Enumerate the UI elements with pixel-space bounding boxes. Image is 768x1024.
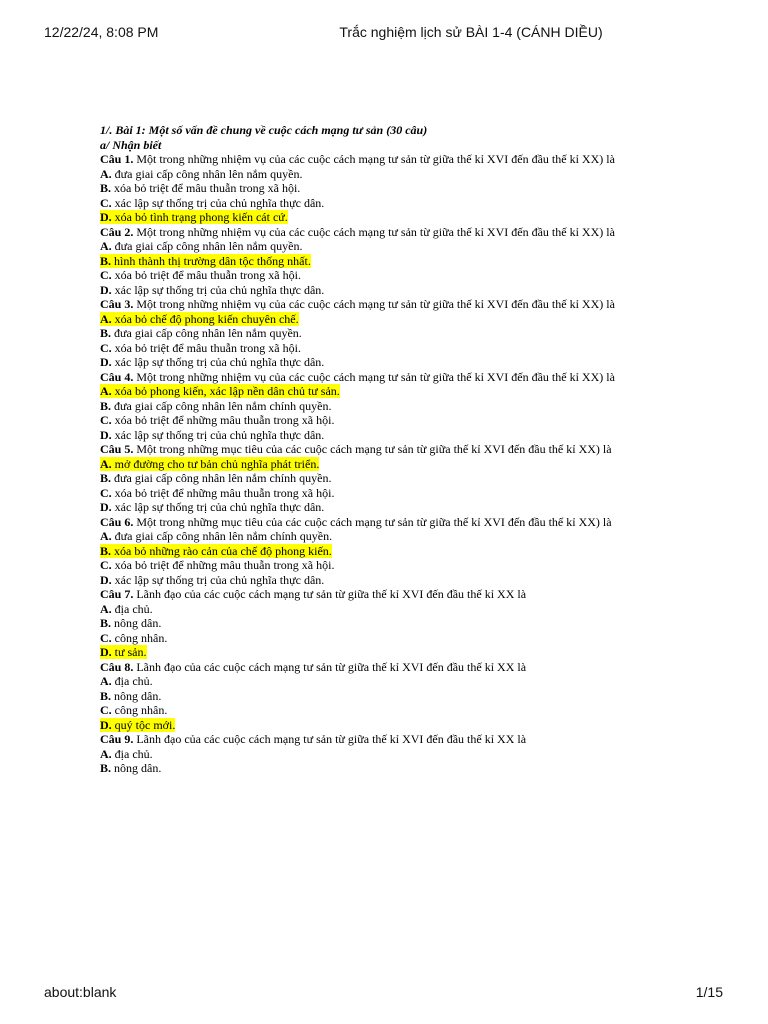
- option-key: D.: [100, 210, 112, 224]
- question-text: Một trong những mục tiêu của các cuộc cách mạng tư sản từ giữa thế kỉ XVI đến đầu thế kỉ XX) là: [133, 514, 612, 529]
- answer-option: [100, 486, 655, 501]
- question-stem: [100, 370, 655, 385]
- question-stem: [100, 152, 655, 167]
- option-text: xác lập sự thống trị của chủ nghĩa thực dân.: [111, 355, 325, 369]
- option-text: xóa bỏ triệt để những mâu thuẫn trong xã hội.: [111, 485, 335, 500]
- question-label: Câu 8.: [100, 659, 134, 674]
- question-item: [100, 225, 655, 298]
- option-text: xóa bỏ tình trạng phong kiến cát cứ.: [111, 210, 288, 224]
- print-header-title: [0, 24, 768, 40]
- option-key: C.: [100, 485, 112, 500]
- option-text: đưa giai cấp công nhân lên nắm quyền.: [111, 326, 302, 340]
- question-item: [100, 587, 655, 660]
- option-key: A.: [100, 384, 112, 398]
- option-key: A.: [100, 311, 112, 326]
- option-content: [100, 254, 311, 268]
- option-content: [100, 558, 334, 572]
- question-item: [100, 732, 655, 776]
- answer-option: [100, 268, 655, 283]
- option-text: xóa bỏ triệt để những mâu thuẫn trong xã hội.: [111, 558, 335, 572]
- option-key: C.: [100, 195, 112, 210]
- option-key: A.: [100, 166, 112, 181]
- question-list: [100, 152, 655, 776]
- option-key: D.: [100, 427, 112, 442]
- option-content: [100, 167, 302, 181]
- question-item: [100, 370, 655, 443]
- option-text: mở đường cho tư bản chủ nghĩa phát triển.: [111, 456, 320, 471]
- answer-option: [100, 413, 655, 428]
- print-datetime: 12/22/24, 8:08 PM: [44, 24, 159, 40]
- option-text: xóa bỏ triệt để mâu thuẫn trong xã hội.: [111, 268, 301, 282]
- option-key: D.: [100, 282, 112, 297]
- answer-option: [100, 689, 655, 704]
- option-text: xóa bỏ những rào cản của chế độ phong kiến.: [111, 543, 332, 558]
- option-content: [100, 341, 301, 355]
- question-label: Câu 4.: [100, 369, 134, 384]
- question-label: Câu 6.: [100, 514, 134, 529]
- option-key: B.: [100, 543, 112, 558]
- answer-option: [100, 428, 655, 443]
- option-content: [100, 428, 324, 442]
- option-key: B.: [100, 398, 112, 413]
- question-stem: [100, 660, 655, 675]
- option-content: [100, 703, 167, 717]
- answer-option: [100, 181, 655, 196]
- option-key: D.: [100, 645, 112, 659]
- option-text: địa chủ.: [111, 674, 153, 688]
- option-content: [100, 544, 332, 558]
- question-text: Một trong những mục tiêu của các cuộc cách mạng tư sản từ giữa thế kỉ XVI đến đầu thế kỉ XX) là: [133, 442, 612, 456]
- option-key: B.: [100, 616, 112, 630]
- question-stem: [100, 515, 655, 530]
- answer-option: [100, 500, 655, 515]
- question-item: [100, 152, 655, 225]
- option-text: đưa giai cấp công nhân lên nắm chính quyền.: [111, 471, 332, 485]
- option-key: C.: [100, 268, 112, 282]
- answer-option-correct: [100, 457, 655, 472]
- answer-option: [100, 283, 655, 298]
- option-text: xác lập sự thống trị của chủ nghĩa thực dân.: [111, 572, 325, 587]
- option-key: B.: [100, 181, 112, 195]
- option-text: xác lập sự thống trị của chủ nghĩa thực dân.: [111, 500, 325, 514]
- question-item: [100, 515, 655, 588]
- question-item: [100, 660, 655, 733]
- answer-option: [100, 471, 655, 486]
- subsection-title: a/ Nhận biết: [100, 137, 162, 152]
- answer-option: [100, 239, 655, 254]
- option-key: A.: [100, 239, 112, 253]
- answer-option-correct: [100, 645, 655, 660]
- question-item: [100, 297, 655, 370]
- answer-option-correct: [100, 210, 655, 225]
- answer-option: [100, 529, 655, 544]
- option-content: [100, 268, 301, 282]
- answer-option: [100, 355, 655, 370]
- answer-option: [100, 326, 655, 341]
- option-content: [100, 326, 302, 340]
- question-label: Câu 9.: [100, 732, 134, 746]
- option-content: [100, 616, 161, 630]
- option-content: [100, 500, 324, 514]
- option-text: đưa giai cấp công nhân lên nắm chính quyền.: [111, 529, 333, 543]
- question-label: Câu 7.: [100, 587, 134, 601]
- option-text: xóa bỏ triệt để những mâu thuẫn trong xã hội.: [111, 413, 335, 427]
- print-url: about:blank: [44, 984, 117, 1000]
- option-content: [100, 645, 147, 659]
- option-content: [100, 602, 153, 616]
- option-key: C.: [100, 340, 112, 355]
- option-key: D.: [100, 355, 112, 369]
- question-label: Câu 5.: [100, 442, 134, 456]
- question-stem: [100, 732, 655, 747]
- answer-option-correct: [100, 718, 655, 733]
- option-content: [100, 457, 319, 471]
- option-text: địa chủ.: [111, 601, 153, 616]
- question-label: Câu 3.: [100, 297, 134, 311]
- option-key: A.: [100, 674, 112, 688]
- option-key: A.: [100, 601, 112, 616]
- answer-option-correct: [100, 544, 655, 559]
- option-key: B.: [100, 471, 112, 485]
- answer-option: [100, 341, 655, 356]
- answer-option: [100, 602, 655, 617]
- answer-option: [100, 761, 655, 776]
- document-body: [100, 123, 655, 776]
- answer-option: [100, 747, 655, 762]
- question-label: Câu 1.: [100, 152, 134, 166]
- option-key: B.: [100, 761, 112, 775]
- option-content: [100, 486, 334, 500]
- option-content: [100, 529, 332, 543]
- option-content: [100, 196, 324, 210]
- option-text: xác lập sự thống trị của chủ nghĩa thực dân.: [111, 195, 325, 210]
- option-text: xóa bỏ triệt để mâu thuẫn trong xã hội.: [111, 340, 301, 355]
- answer-option: [100, 616, 655, 631]
- answer-option: [100, 703, 655, 718]
- option-content: [100, 210, 288, 224]
- option-key: D.: [100, 572, 112, 587]
- option-key: A.: [100, 746, 112, 761]
- option-key: A.: [100, 529, 112, 543]
- option-text: công nhân.: [111, 703, 168, 717]
- option-content: [100, 689, 161, 703]
- option-text: xóa bỏ triệt để mâu thuẫn trong xã hội.: [111, 181, 301, 195]
- option-key: D.: [100, 500, 112, 514]
- option-key: C.: [100, 413, 112, 427]
- question-text: Một trong những nhiệm vụ của các cuộc cách mạng tư sản từ giữa thế kỉ XVI đến đầu thế kỉ XX) là: [133, 369, 615, 384]
- option-content: [100, 355, 324, 369]
- option-text: tư sản.: [111, 645, 147, 659]
- option-content: [100, 674, 153, 688]
- document-title: Trắc nghiệm lịch sử BÀI 1-4 (CÁNH DIỀU): [339, 24, 603, 40]
- option-content: [100, 747, 153, 761]
- option-content: [100, 181, 300, 195]
- question-label: Câu 2.: [100, 224, 134, 239]
- option-text: đưa giai cấp công nhân lên nắm chính quyền.: [111, 398, 332, 413]
- question-item: [100, 442, 655, 515]
- option-content: [100, 239, 302, 253]
- option-text: nông dân.: [111, 688, 162, 703]
- question-text: Lãnh đạo của các cuộc cách mạng tư sản từ giữa thế kỉ XVI đến đầu thế kỉ XX là: [133, 587, 527, 601]
- option-content: [100, 312, 299, 326]
- answer-option: [100, 674, 655, 689]
- answer-option: [100, 558, 655, 573]
- option-text: đưa giai cấp công nhân lên nắm quyền.: [111, 239, 303, 253]
- question-text: Lãnh đạo của các cuộc cách mạng tư sản từ giữa thế kỉ XVI đến đầu thế kỉ XX là: [133, 659, 527, 674]
- option-content: [100, 718, 175, 732]
- question-text: Một trong những nhiệm vụ của các cuộc cách mạng tư sản từ giữa thế kỉ XVI đến đầu thế kỉ XX) là: [133, 224, 615, 239]
- option-text: quý tộc mới.: [111, 717, 176, 732]
- option-text: xác lập sự thống trị của chủ nghĩa thực dân.: [111, 427, 325, 442]
- page-number: 1/15: [695, 984, 723, 1000]
- question-stem: [100, 297, 655, 312]
- answer-option: [100, 399, 655, 414]
- option-text: địa chủ.: [111, 746, 153, 761]
- option-text: đưa giai cấp công nhân lên nắm quyền.: [111, 166, 303, 181]
- option-text: xóa bỏ phong kiến, xác lập nền dân chủ tư sản.: [111, 384, 340, 398]
- question-text: Một trong những nhiệm vụ của các cuộc cách mạng tư sản từ giữa thế kỉ XVI đến đầu thế kỉ XX) là: [133, 297, 615, 311]
- option-content: [100, 471, 331, 485]
- question-stem: [100, 587, 655, 602]
- option-key: D.: [100, 717, 112, 732]
- option-key: C.: [100, 558, 112, 572]
- option-key: C.: [100, 703, 112, 717]
- answer-option: [100, 631, 655, 646]
- question-stem: [100, 442, 655, 457]
- answer-option-correct: [100, 384, 655, 399]
- option-key: B.: [100, 253, 112, 268]
- option-content: [100, 283, 324, 297]
- option-content: [100, 573, 324, 587]
- option-content: [100, 413, 334, 427]
- answer-option: [100, 167, 655, 182]
- option-text: hình thành thị trường dân tộc thống nhất.: [111, 253, 311, 268]
- option-text: xác lập sự thống trị của chủ nghĩa thực dân.: [111, 282, 325, 297]
- option-content: [100, 631, 167, 645]
- option-text: công nhân.: [111, 630, 168, 645]
- answer-option: [100, 196, 655, 211]
- option-key: B.: [100, 326, 112, 340]
- section-title: 1/. Bài 1: Một số vấn đề chung về cuộc cách mạng tư sản (30 câu): [100, 123, 428, 137]
- option-content: [100, 399, 331, 413]
- option-content: [100, 761, 161, 775]
- answer-option-correct: [100, 312, 655, 327]
- option-key: C.: [100, 630, 112, 645]
- question-stem: [100, 225, 655, 240]
- option-key: B.: [100, 688, 112, 703]
- option-key: A.: [100, 456, 112, 471]
- option-text: nông dân.: [111, 616, 162, 630]
- option-text: xóa bỏ chế độ phong kiến chuyên chế.: [111, 311, 299, 326]
- question-text: Lãnh đạo của các cuộc cách mạng tư sản từ giữa thế kỉ XVI đến đầu thế kỉ XX là: [133, 732, 527, 746]
- answer-option: [100, 573, 655, 588]
- question-text: Một trong những nhiệm vụ của các cuộc cách mạng tư sản từ giữa thế kỉ XVI đến đầu thế kỉ XX) là: [133, 152, 615, 166]
- answer-option-correct: [100, 254, 655, 269]
- option-content: [100, 384, 340, 398]
- option-text: nông dân.: [111, 761, 162, 775]
